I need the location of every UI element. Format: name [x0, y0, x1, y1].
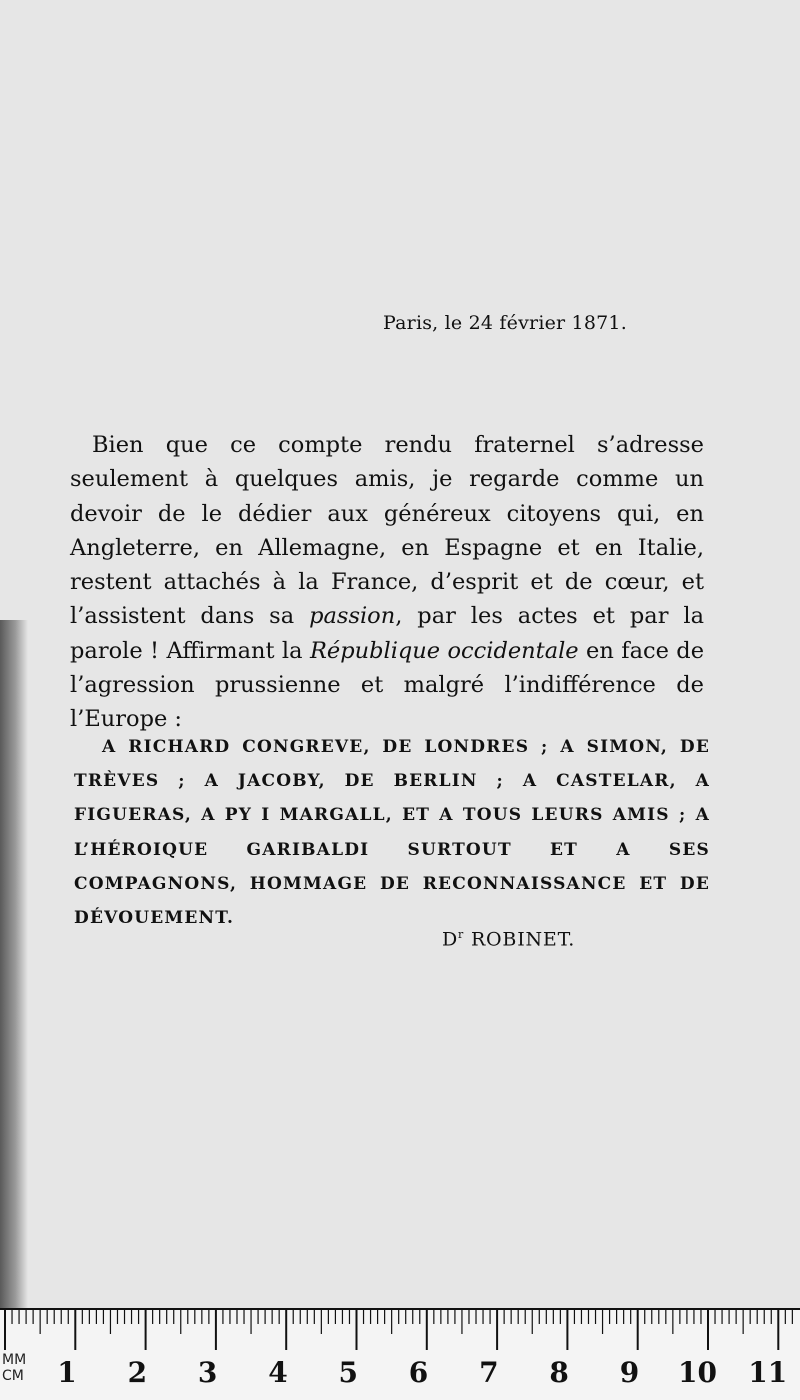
signature — [442, 928, 575, 950]
ruler-number: 2 — [127, 1356, 148, 1389]
ruler-number: 3 — [197, 1356, 218, 1389]
dedication-block — [74, 730, 710, 935]
ruler-unit-cm: CM — [2, 1368, 24, 1384]
ruler-number: 1 — [57, 1356, 77, 1389]
paragraph-italic-republique: République occidentale — [309, 637, 579, 664]
signature-name: ROBINET. — [464, 928, 576, 951]
ruler-number: 11 — [748, 1356, 788, 1389]
ruler-unit-mm: MM — [2, 1352, 27, 1368]
paragraph-text-1: Bien que ce compte rendu fraternel s’adresse seulement à quelques amis, je regarde comme un devoir de le dédier aux généreux citoyens qui, en Angleterre, en Allemagne, en Espagne et en Italie, restent attachés à la France, d’esprit et de cœur, et l’assistent dans sa — [70, 432, 704, 630]
paragraph-text-3: en face de l’agression prussienne et malgré l’indifférence de l’Europe : — [70, 637, 705, 733]
page-edge-shadow — [0, 620, 28, 1310]
ruler-number: 6 — [408, 1356, 429, 1389]
measuring-ruler — [0, 1308, 800, 1400]
body-paragraph — [70, 428, 704, 737]
ruler-number: 10 — [678, 1356, 717, 1389]
ruler-number: 8 — [549, 1356, 569, 1389]
ruler-number: 9 — [619, 1356, 640, 1389]
paragraph-italic-passion: passion — [309, 603, 396, 630]
ruler-number: 5 — [338, 1356, 358, 1389]
ruler-number: 7 — [479, 1356, 499, 1389]
dedication-text: A RICHARD CONGREVE, DE LONDRES ; A SIMON, DE TRÈVES ; A JACOBY, DE BERLIN ; A CASTELAR, A FIGUERAS, A PY I MARGALL, ET A TOUS LEURS AMIS ; A L’HÉROIQUE GARIBALDI SURTOUT ET A SES COMPAGNONS, HOMMAGE DE RECONNAISSANCE ET DE DÉVOUEMENT. — [74, 737, 710, 929]
signature-title-sup: r — [458, 928, 465, 941]
paragraph-text-2: , par les actes et par la parole ! Affirmant la — [70, 603, 705, 664]
ruler-number: 4 — [268, 1356, 288, 1389]
dateline: Paris, le 24 février 1871. — [383, 312, 627, 334]
signature-title: D — [442, 928, 459, 951]
